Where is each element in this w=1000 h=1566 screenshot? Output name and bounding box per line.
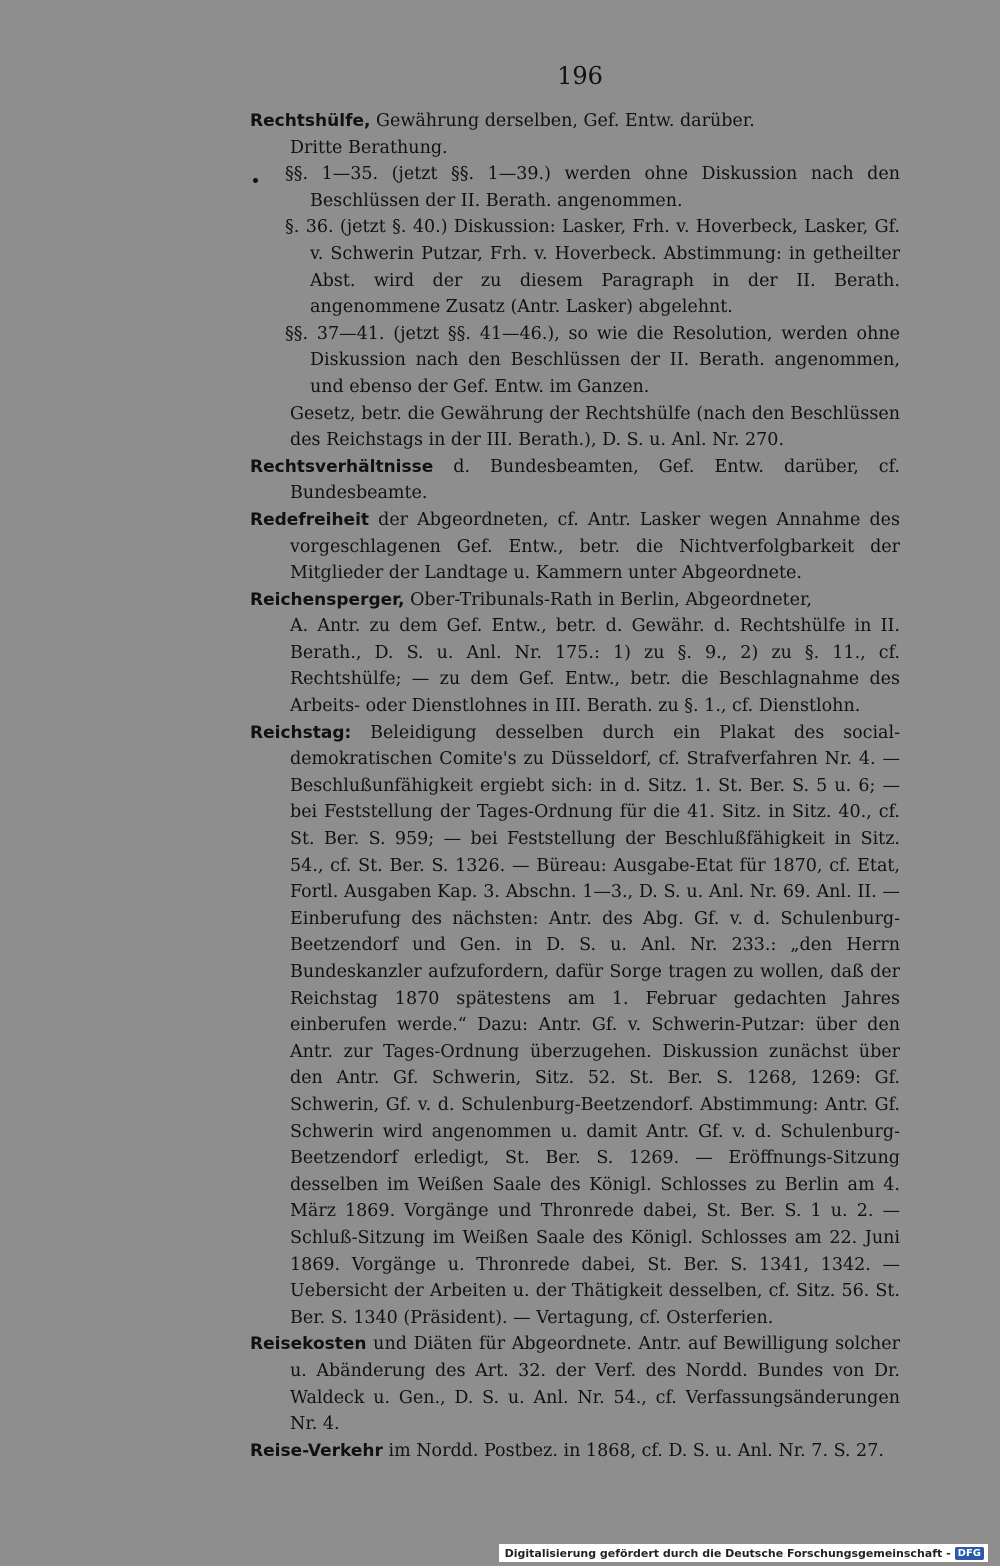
entry-heading: Redefreiheit (250, 509, 370, 530)
dfg-logo: DFG (955, 1547, 984, 1560)
sub-entry-text: §§. 1—35. (jetzt §§. 1—39.) werden ohne Diskussion nach den Beschlüssen der II. Berath. angenommen. (285, 164, 900, 211)
sub-entry-text: Dritte Berathung. (290, 137, 448, 158)
funding-footer (499, 1544, 988, 1562)
sub-entry (250, 321, 900, 401)
index-entry (250, 587, 900, 614)
entry-heading: Rechtshülfe, (250, 111, 371, 131)
entry-text: Beleidigung desselben durch ein Plakat des social-demokratischen Comite's zu Düsseldorf, cf. Strafverfahren Nr. 4. — Beschlußunfähigkeit ergiebt sich: in d. Sitz. 1. St. Ber. S. 5 u. 6; — bei Feststellung der Tages-Ordnung für die 41. Sitz. in Sitz. 40., cf. St. Ber. S. 959; — bei Feststellung der Beschlußfähigkeit in Sitz. 54., cf. St. Ber. S. 1326. — Büreau: Ausgabe-Etat für 1870, cf. Etat, Fortl. Ausgaben Kap. 3. Abschn. 1—3., D. S. u. Anl. Nr. 69. Anl. II. — Einberufung des nächsten: Antr. des Abg. Gf. v. d. Schulenburg-Beetzendorf und Gen. in D. S. u. Anl. Nr. 233.: „den Herrn Bundeskanzler aufzufordern, dafür Sorge tragen zu wollen, daß der Reichstag 1870 spätestens am 1. Februar gedachten Jahres einberufen werde.“ Dazu: Antr. Gf. v. Schwerin-Putzar: über den Antr. zur Tages-Ordnung überzugehen. Diskussion zunächst über den Antr. Gf. Schwerin, Sitz. 52. St. Ber. S. 1268, 1269: Gf. Schwerin, Gf. v. d. Schulenburg-Beetzendorf. Abstimmung: Antr. Gf. Schwerin wird angenommen u. damit Antr. Gf. v. d. Schulenburg-Beetzendorf erledigt, St. Ber. S. 1269. — Eröffnungs-Sitzung desselben im Weißen Saale des Königl. Schlosses zu Berlin am 4. März 1869. Vorgänge und Thronrede dabei, St. Ber. S. 1 u. 2. — Schluß-Sitzung im Weißen Saale des Königl. Schlosses am 22. Juni 1869. Vorgänge u. Thronrede dabei, St. Ber. S. 1341, 1342. — Uebersicht der Arbeiten u. der Thätigkeit desselben, cf. Sitz. 56. St. Ber. S. 1340 (Präsident). — Vertagung, cf. Osterferien. (290, 722, 900, 1328)
index-entry (250, 1438, 900, 1465)
sub-entry (250, 214, 900, 320)
sub-entry-text: §. 36. (jetzt §. 40.) Diskussion: Lasker, Frh. v. Hoverbeck, Lasker, Gf. v. Schwerin Putzar, Frh. v. Hoverbeck. Abstimmung: in getheilter Abst. wird der zu diesem Paragraph in der II. Berath. angenommene Zusatz (Antr. Lasker) abgelehnt. (285, 217, 900, 318)
entry-heading: Reisekosten (250, 1334, 367, 1355)
entry-heading: Reichensperger, (250, 589, 405, 610)
index-entry (250, 108, 900, 135)
sub-entry (250, 161, 900, 214)
entry-heading: Rechtsverhältnisse (250, 456, 434, 477)
entry-heading: Reichstag: (250, 722, 352, 743)
index-entry (250, 1331, 900, 1437)
footer-text: Digitalisierung gefördert durch die Deutsche Forschungsgemeinschaft - (504, 1546, 951, 1560)
entry-text: d. Bundesbeamten, Gef. Entw. darüber, cf. Bundesbeamte. (290, 456, 900, 504)
index-entries (250, 108, 900, 1464)
index-entry (250, 507, 900, 587)
sub-entry-text: Gesetz, betr. die Gewährung der Rechtshülfe (nach den Beschlüssen des Reichstags in der III. Berath.), D. S. u. Anl. Nr. 270. (290, 403, 900, 451)
sub-entry-text: A. Antr. zu dem Gef. Entw., betr. d. Gewähr. d. Rechtshülfe in II. Berath., D. S. u. Anl. Nr. 175.: 1) zu §. 9., 2) zu §. 11., cf. Rechtshülfe; — zu dem Gef. Entw., betr. die Beschlagnahme des Arbeits- oder Dienstlohnes in III. Berath. zu §. 1., cf. Dienstlohn. (290, 616, 900, 717)
entry-text: Gewährung derselben, Gef. Entw. darüber. (370, 111, 755, 131)
entry-text: und Diäten für Abgeordnete. Antr. auf Bewilligung solcher u. Abänderung des Art. 32. der Verf. des Nordd. Bundes von Dr. Waldeck u. Gen., D. S. u. Anl. Nr. 54., cf. Verfassungsänderungen Nr. 4. (290, 1334, 900, 1435)
page-number: 196 (557, 62, 603, 90)
sub-entry (250, 401, 900, 454)
index-entry (250, 720, 900, 1332)
index-entry (250, 454, 900, 507)
entry-text: im Nordd. Postbez. in 1868, cf. D. S. u. Anl. Nr. 7. S. 27. (382, 1440, 884, 1461)
entry-text: der Abgeordneten, cf. Antr. Lasker wegen Annahme des vorgeschlagenen Gef. Entw., betr. die Nichtverfolgbarkeit der Mitglieder der Landtage u. Kammern unter Abgeordnete. (290, 509, 900, 584)
entry-heading: Reise-Verkehr (250, 1440, 383, 1461)
entry-text: Ober-Tribunals-Rath in Berlin, Abgeordneter, (404, 589, 812, 610)
sub-entry-text: §§. 37—41. (jetzt §§. 41—46.), so wie die Resolution, werden ohne Diskussion nach den Beschlüssen der II. Berath. angenommen, und ebenso der Gef. Entw. im Ganzen. (285, 323, 900, 397)
sub-entry (250, 135, 900, 162)
sub-entry (250, 613, 900, 719)
